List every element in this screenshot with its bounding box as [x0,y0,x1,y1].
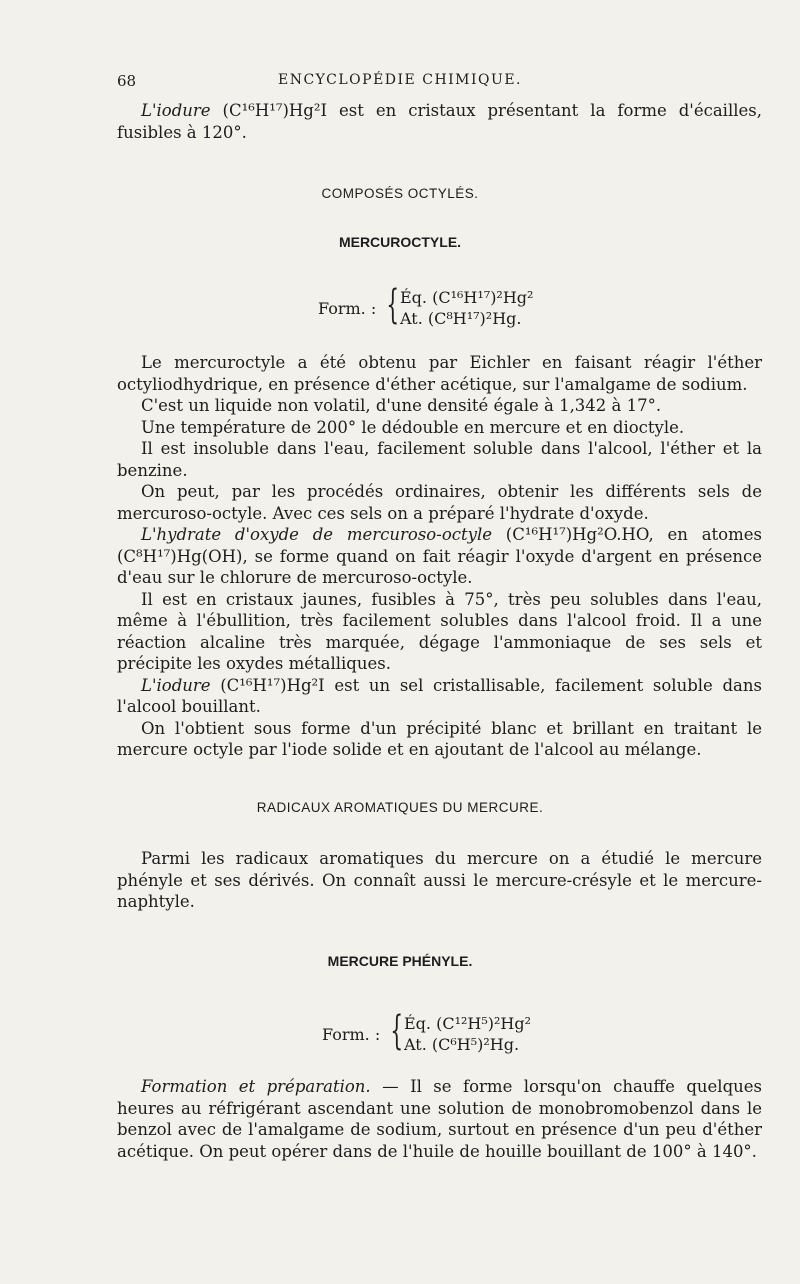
paragraph: Parmi les radicaux aromatiques du mercure on a étudié le mercure phényle et ses dérivés. On connaît aussi le mercure-crésyle et le mercure-naphtyle. [117,849,762,911]
term-formation: Formation et préparation. [141,1077,371,1096]
paragraph: Le mercuroctyle a été obtenu par Eichler en faisant réagir l'éther octyliodhydrique, en présence d'éther acétique, sur l'amalgame de sodium. [117,353,762,394]
formula-mercure-phenyle [322,1008,572,1060]
formula-equivalent: Éq. (C¹⁶H¹⁷)²Hg² [400,288,534,307]
body-text-mercuroctyle [117,352,762,761]
paragraph: On l'obtient sous forme d'un précipité blanc et brillant en traitant le mercure octyle par l'iode solide et en ajoutant de l'alcool au mélange. [117,718,762,759]
formula-atomic: At. (C⁸H¹⁷)²Hg. [400,309,522,328]
paragraph-hydrate [117,524,762,589]
paragraph-text: (C¹⁶H¹⁷)Hg²I est en cristaux présentant la forme d'écailles, fusibles à 120°. [117,101,762,142]
term-hydrate: L'hydrate d'oxyde de mercuroso-octyle [141,525,492,544]
paragraph-text: (C¹⁶H¹⁷)Hg²I est un sel cristallisable, facilement soluble dans l'alcool bouillant. [117,675,762,716]
formula-mercuroctyle [318,282,568,334]
page-number: 68 [117,72,137,90]
paragraph-text: — Il se forme lorsqu'on chauffe quelques heures au réfrigérant ascendant une solution de monobromobenzol dans le benzol avec de l'amalgame de sodium, surtout en présence d'un peu d'éther acétique. On peut opérer dans de l'huile de houille bouillant de 100° à 140°. [117,1077,762,1161]
paragraph: On peut, par les procédés ordinaires, obtenir les différents sels de mercuroso-octyle. Avec ces sels on a préparé l'hydrate d'oxyde. [117,482,762,523]
paragraph-iodure-octyle [117,100,762,143]
paragraph-text: (C¹⁶H¹⁷)Hg²O.HO, en atomes (C⁸H¹⁷)Hg(OH), se forme quand on fait réagir l'oxyde d'argent en présence d'eau sur le chlorure de mercuroso-octyle. [117,525,762,587]
paragraph: Il est insoluble dans l'eau, facilement soluble dans l'alcool, l'éther et la benzine. [117,439,762,480]
subsection-title-mercuroctyle: MERCUROCTYLE. [338,234,462,250]
brace-symbol: { [390,1008,404,1054]
body-text-formation [117,1076,762,1162]
subsection-title-mercure-phenyle: MERCURE PHÉNYLE. [327,953,473,969]
brace-symbol: { [386,282,400,328]
formula-label: Form. : [322,1025,381,1044]
paragraph: C'est un liquide non volatil, d'une densité égale à 1,342 à 17°. [141,396,662,415]
paragraph: Il est en cristaux jaunes, fusibles à 75°, très peu solubles dans l'eau, même à l'ébullition, très facilement solubles dans l'alcool froid. Il a une réaction alcaline très marquée, dégage l'ammoniaque de ses sels et précipite les oxydes métalliques. [117,589,762,673]
term-iodure: L'iodure [141,101,211,120]
body-text-radicaux [117,848,762,913]
term-iodure: L'iodure [141,675,211,695]
formula-equivalent: Éq. (C¹²H⁵)²Hg² [404,1014,532,1033]
running-title: ENCYCLOPÉDIE CHIMIQUE. [278,72,522,88]
section-title-radicaux-aromatiques: RADICAUX AROMATIQUES DU MERCURE. [256,800,544,815]
section-title-composes-octyles: COMPOSÉS OCTYLÉS. [321,186,479,201]
paragraph-iodure [117,675,762,718]
formula-atomic: At. (C⁶H⁵)²Hg. [404,1035,520,1054]
formula-label: Form. : [318,299,377,318]
paragraph: Une température de 200° le dédouble en mercure et en dioctyle. [141,417,685,437]
